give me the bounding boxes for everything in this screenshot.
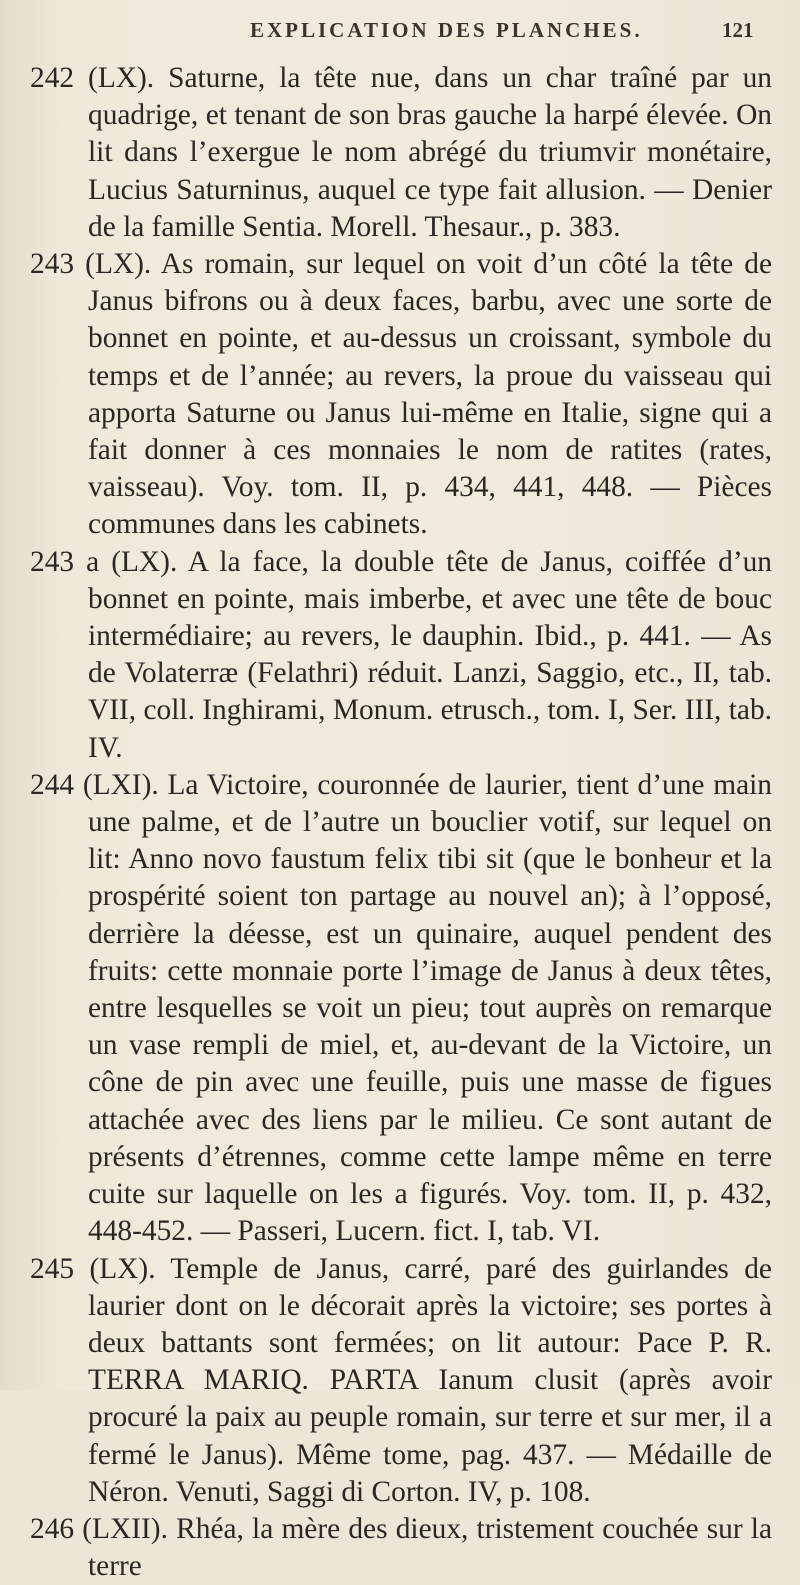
entry-246: [0, 1511, 800, 1585]
entry-paragraph: [0, 60, 800, 246]
body-text: [0, 60, 800, 1585]
entry-text: Rhéa, la mère des dieux, tristement couchée sur la terre: [88, 1512, 772, 1583]
page-number: 121: [722, 18, 754, 42]
entry-number: 245 (LX).: [30, 1252, 156, 1285]
entry-paragraph: [0, 767, 800, 1251]
entry-paragraph: [0, 1511, 800, 1585]
entry-text: A la face, la double tête de Janus, coiffée d’un bonnet en pointe, mais imberbe, et avec une tête de bouc intermédiaire; au revers, le dauphin. Ibid., p. 441. — As de Volaterræ (Felathri) réduit. Lanzi, Saggio, etc., II, tab. VII, coll. Inghirami, Monum. etrusch., tom. I, Ser. III, tab. IV.: [88, 545, 773, 764]
entry-number: 243 (LX).: [30, 248, 152, 281]
entry-244: [0, 767, 800, 1251]
entry-paragraph: [0, 544, 800, 767]
entry-paragraph: [0, 246, 800, 544]
entry-number: 246 (LXII).: [30, 1512, 168, 1545]
page-header: [0, 14, 800, 48]
entry-number: 244 (LXI).: [30, 768, 159, 801]
entry-text: La Victoire, couronnée de laurier, tient d’une main une palme, et de l’autre un bouclier votif, sur lequel on lit: Anno novo faustum felix tibi sit (que le bonheur et la prospérité soient ton partage au nouvel an); à l’opposé, derrière la déesse, est un quinaire, auquel pendent des fruits: cette monnaie porte l’image de Janus à deux têtes, entre lesquelles se voit un pieu; tout auprès on remarque un vase rempli de miel, et, au-devant de la Victoire, un cône de pin avec une feuille, puis une masse de figues attachée avec des liens par le milieu. Ce sont autant de présents d’étrennes, comme cette lampe même en terre cuite sur laquelle on les a figurés. Voy. tom. II, p. 432, 448-452. — Passeri, Lucern. fict. I, tab. VI.: [88, 768, 772, 1248]
entry-text: As romain, sur lequel on voit d’un côté la tête de Janus bifrons ou à deux faces, barbu, avec une sorte de bonnet en pointe, et au-dessus un croissant, symbole du temps et de l’année; au revers, la proue du vaisseau qui apporta Saturne ou Janus lui-même en Italie, signe qui a fait donner à ces monnaies le nom de ratites (rates, vaisseau). Voy. tom. II, p. 434, 441, 448. — Pièces communes dans les cabinets.: [88, 248, 772, 541]
entry-245: [0, 1251, 800, 1511]
entry-242: [0, 60, 800, 246]
entry-number: 243 a (LX).: [30, 545, 178, 578]
entry-paragraph: [0, 1251, 800, 1511]
entry-text: Saturne, la tête nue, dans un char traîné par un quadrige, et tenant de son bras gauche la harpé élevée. On lit dans l’exergue le nom abrégé du triumvir monétaire, Lucius Saturninus, auquel ce type fait allusion. — Denier de la famille Sentia. Morell. Thesaur., p. 383.: [88, 62, 772, 243]
running-head: EXPLICATION DES PLANCHES.: [250, 18, 643, 42]
entry-text: Temple de Janus, carré, paré des guirlandes de laurier dont on le décorait après la victoire; ses portes à deux battants sont fermées; on lit autour: Pace P. R. TERRA MARIQ. PARTA Ianum clusit (après avoir procuré la paix au peuple romain, sur terre et sur mer, il a fermé le Janus). Même tome, pag. 437. — Médaille de Néron. Venuti, Saggi di Corton. IV, p. 108.: [88, 1252, 772, 1508]
entry-243: [0, 246, 800, 544]
entry-243a: [0, 544, 800, 767]
entry-number: 242 (LX).: [30, 62, 155, 94]
